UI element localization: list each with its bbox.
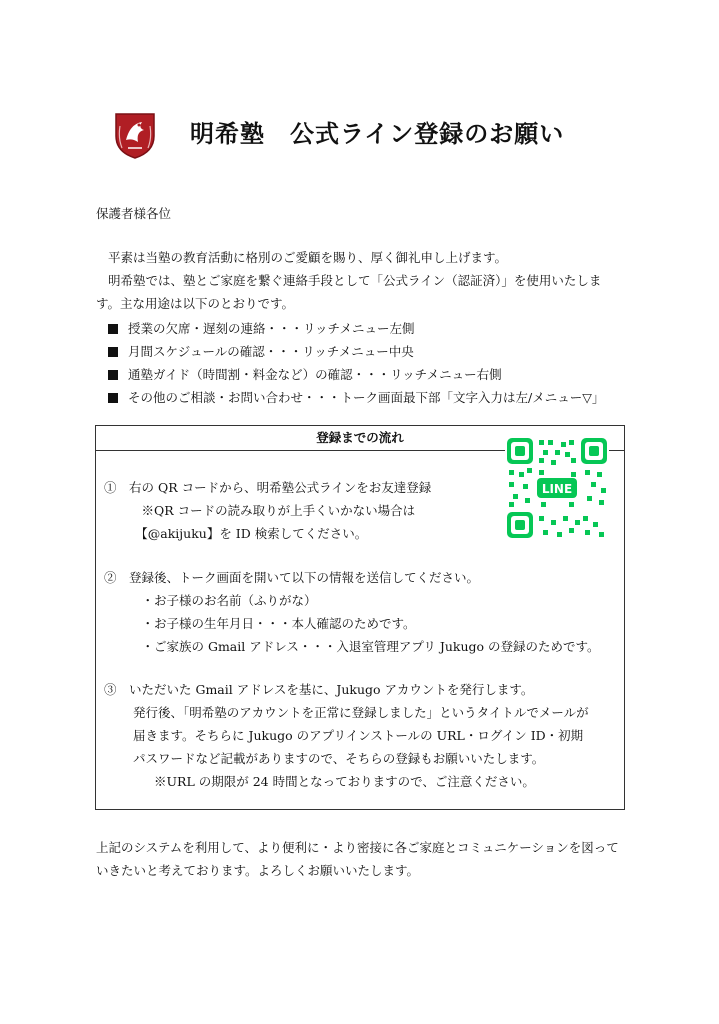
- intro-paragraph-2-line-1: 明希塾では、塾とご家庭を繋ぐ連絡手段として「公式ライン（認証済）」を使用いたしま: [108, 273, 602, 288]
- list-item: 授業の欠席・遅刻の連絡・・・リッチメニュー左側: [108, 317, 604, 340]
- salutation: 保護者様各位: [96, 206, 172, 221]
- registration-flow-box: [95, 425, 625, 810]
- intro-paragraph-1: 平素は当塾の教育活動に格別のご愛顧を賜り、厚く御礼申し上げます。: [108, 250, 508, 265]
- crest-logo-icon: [108, 108, 162, 162]
- qr-line-label: LINE: [541, 482, 573, 496]
- square-bullet-icon: [108, 347, 118, 357]
- square-bullet-icon: [108, 370, 118, 380]
- page-title: 明希塾 公式ライン登録のお願い: [190, 120, 565, 148]
- square-bullet-icon: [108, 324, 118, 334]
- list-item: 月間スケジュールの確認・・・リッチメニュー中央: [108, 340, 604, 363]
- list-item: その他のご相談・お問い合わせ・・・トーク画面最下部「文字入力は左/メニュー▽」: [108, 386, 604, 409]
- flow-step-3: ③ いただいた Gmail アドレスを基に、Jukugo アカウントを発行します。 発行後、「明希塾のアカウントを正常に登録しました」というタイトルでメールが 届きます。そちらに Jukugo のアプリインストールの URL・ログイン ID・初期 パスワードなど記載がありますので、そちらの登録もお願いいたします。 ※URL の期限が 24 時間となっておりますので、ご注意ください。: [104, 682, 589, 789]
- flow-step-2: ② 登録後、トーク画面を開いて以下の情報を送信してください。 ・お子様のお名前（ふりがな） ・お子様の生年月日・・・本人確認のためです。 ・ご家族の Gmail アドレス・・・入退室管理アプリ Jukugo の登録のためです。: [104, 570, 600, 654]
- closing-paragraph: 上記のシステムを利用して、より便利に・より密接に各ご家庭とコミュニケーションを図っていきたいと考えております。よろしくお願いいたします。: [96, 840, 619, 878]
- intro-paragraph-2-line-2: す。主な用途は以下のとおりです。: [96, 296, 295, 311]
- flow-heading: 登録までの流れ: [96, 426, 624, 451]
- line-qr-code[interactable]: [505, 436, 609, 540]
- square-bullet-icon: [108, 393, 118, 403]
- flow-step-1: ① 右の QR コードから、明希塾公式ラインをお友達登録 ※QR コードの読み取りが上手くいかない場合は 【@akijuku】を ID 検索してください。: [104, 480, 432, 541]
- list-item: 通塾ガイド（時間割・料金など）の確認・・・リッチメニュー右側: [108, 363, 604, 386]
- usage-list: [108, 317, 604, 409]
